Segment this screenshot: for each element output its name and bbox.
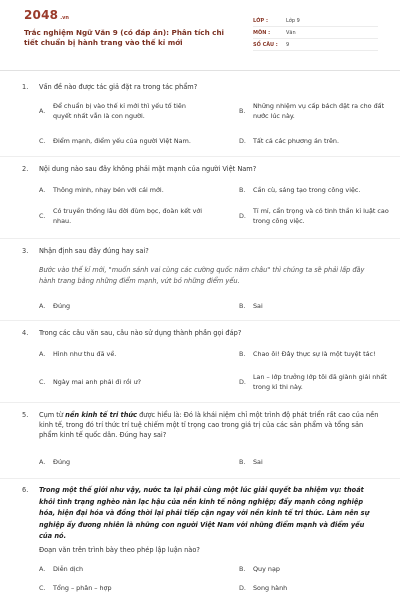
option-c[interactable]: [39, 378, 203, 388]
option-text: Chao ôi! Đây thực sự là một tuyệt tác!: [253, 350, 376, 358]
option-text: Song hành: [253, 584, 288, 592]
logo-text: 2048: [24, 8, 59, 22]
question-number: 1.: [22, 83, 29, 91]
option-a[interactable]: [39, 565, 203, 575]
question-text-before: Cụm từ: [39, 411, 66, 419]
option-a[interactable]: [39, 186, 203, 196]
question-divider: [0, 238, 400, 239]
question-text: Nội dung nào sau đây không phải mặt mạnh của người Việt Nam?: [39, 165, 257, 173]
logo-domain: .vn: [60, 15, 69, 21]
question-6: [22, 485, 382, 600]
option-text: Ngày mai anh phải đi rồi ư?: [53, 378, 142, 386]
question-4: [22, 328, 387, 402]
quoted-passage: Bước vào thế kỉ mới, "muốn sánh vai cùng các cường quốc năm châu" thì chúng ta sẽ phải lấp đầy hành trang bằng những điểm mạnh, vứt bỏ những điểm yếu.: [39, 266, 365, 285]
option-text: Hình như thu đã về.: [53, 350, 117, 358]
question-number: 4.: [22, 329, 29, 337]
option-letter: B.: [239, 350, 246, 358]
option-letter: A.: [39, 458, 46, 466]
option-letter: B.: [239, 186, 246, 194]
option-a[interactable]: [39, 302, 203, 312]
option-letter: C.: [39, 378, 46, 386]
meta-key-count: SỐ CÂU :: [253, 41, 278, 48]
question-divider: [0, 478, 400, 479]
question-text-after: được hiểu là: Đó là khái niệm chỉ một trình độ phát triển rất cao của nền kinh tế, trong đó trí thức trí tuệ chiếm một tỉ trọng cao trong giá trị của các sản phẩm và tổng sản phẩm kinh tế quốc dân. Đúng hay sai?: [39, 411, 379, 439]
option-a[interactable]: [39, 102, 201, 121]
meta-row-count: [253, 39, 378, 51]
option-letter: B.: [239, 458, 246, 466]
question-text: [39, 410, 379, 440]
option-letter: D.: [239, 137, 246, 145]
question-passage: Trong một thế giới như vậy, nước ta lại phải cùng một lúc giải quyết ba nhiệm vụ: thoát khỏi tình trạng nghèo nàn lạc hậu của nền kinh tế nông nghiệp; đẩy mạnh công nghiệp hóa, hiện đại hóa và đồng thời lại phải tiếp cận ngay với nền kinh tế tri thức. Làm nên sự nghiệp ấy đương nhiên là những con người Việt Nam với những điểm mạnh và điểm yếu của nó.: [39, 486, 370, 540]
meta-value-class: Lớp 9: [286, 17, 300, 24]
option-text: Để chuẩn bị vào thế kỉ mới thì yếu tố tiên quyết nhất vẫn là con người.: [53, 102, 186, 120]
meta-row-class: [253, 15, 378, 27]
meta-row-subject: [253, 27, 378, 39]
option-letter: C.: [39, 584, 46, 592]
question-divider: [0, 320, 400, 321]
option-d[interactable]: [239, 373, 399, 392]
option-text: Thông minh, nhạy bén với cái mới.: [53, 186, 164, 194]
option-d[interactable]: [239, 207, 399, 226]
question-number: 6.: [22, 486, 29, 494]
page-title: Trắc nghiệm Ngữ Văn 9 (có đáp án): Phân tích chi tiết chuẩn bị hành trang vào thế kỉ mới: [24, 28, 225, 47]
option-text: Quy nạp: [253, 565, 280, 573]
meta-key-subject: MÔN :: [253, 29, 271, 36]
option-c[interactable]: [39, 584, 203, 594]
option-b[interactable]: [239, 565, 400, 575]
option-a[interactable]: [39, 350, 203, 360]
option-c[interactable]: [39, 207, 203, 226]
question-divider: [0, 156, 400, 157]
option-letter: A.: [39, 302, 46, 310]
option-letter: D.: [239, 377, 246, 386]
option-c[interactable]: [39, 137, 243, 147]
question-5: [22, 410, 382, 475]
option-letter: A.: [39, 565, 46, 573]
option-text: Những nhiệm vụ cấp bách đặt ra cho đất nước lúc này.: [253, 102, 385, 120]
option-b[interactable]: [239, 350, 399, 360]
option-text: Sai: [253, 302, 263, 310]
option-text: Lan – lớp trưởng lớp tôi đã giành giải nhất trong kì thi này.: [253, 373, 387, 391]
question-divider: [0, 402, 400, 403]
question-text: Nhận định sau đây đúng hay sai?: [39, 247, 149, 255]
option-d[interactable]: [239, 584, 400, 594]
question-1: [22, 82, 385, 152]
question-number: 2.: [22, 165, 29, 173]
meta-value-subject: Văn: [286, 29, 296, 36]
question-number: 3.: [22, 247, 29, 255]
option-a[interactable]: [39, 458, 203, 468]
option-b[interactable]: [239, 458, 400, 468]
keyword-term: nền kinh tế tri thức: [65, 411, 137, 419]
question-subtext: Đoạn văn trên trình bày theo phép lập luận nào?: [39, 546, 200, 554]
meta-info-table: [253, 15, 378, 51]
option-text: Tất cả các phương án trên.: [253, 137, 340, 145]
option-letter: C.: [39, 137, 46, 145]
option-text: Đúng: [53, 458, 71, 466]
option-text: Tỉ mỉ, cẩn trọng và có tinh thần kỉ luật cao trong công việc.: [253, 207, 389, 225]
option-letter: D.: [239, 584, 246, 592]
option-letter: B.: [239, 106, 246, 115]
question-2: [22, 164, 389, 236]
option-b[interactable]: [239, 302, 400, 312]
option-text: Có truyền thống lâu đời đùm bọc, đoàn kết với nhau.: [53, 207, 203, 225]
question-number: 5.: [22, 411, 29, 419]
option-text: Tổng – phân – hợp: [53, 584, 112, 592]
question-3: [22, 246, 382, 316]
option-letter: A.: [39, 350, 46, 358]
option-text: Điểm mạnh, điểm yếu của người Việt Nam.: [53, 137, 191, 145]
option-letter: A.: [39, 186, 46, 194]
option-letter: C.: [39, 211, 46, 220]
option-text: Đúng: [53, 302, 71, 310]
option-b[interactable]: [239, 186, 400, 196]
option-letter: A.: [39, 106, 46, 115]
option-letter: B.: [239, 302, 246, 310]
question-text: Trong các câu văn sau, câu nào sử dụng thành phần gọi đáp?: [39, 329, 242, 337]
question-text: Vấn đề nào được tác giả đặt ra trong tác phẩm?: [39, 83, 198, 91]
option-letter: D.: [239, 211, 246, 220]
option-text: Cần cù, sáng tạo trong công việc.: [253, 186, 361, 194]
meta-key-class: LỚP :: [253, 17, 268, 24]
option-letter: B.: [239, 565, 246, 573]
option-text: Sai: [253, 458, 263, 466]
meta-value-count: 9: [286, 41, 290, 48]
option-b[interactable]: [239, 102, 393, 121]
option-d[interactable]: [239, 137, 400, 147]
header-divider: [0, 70, 400, 71]
option-text: Diễn dịch: [53, 565, 84, 573]
